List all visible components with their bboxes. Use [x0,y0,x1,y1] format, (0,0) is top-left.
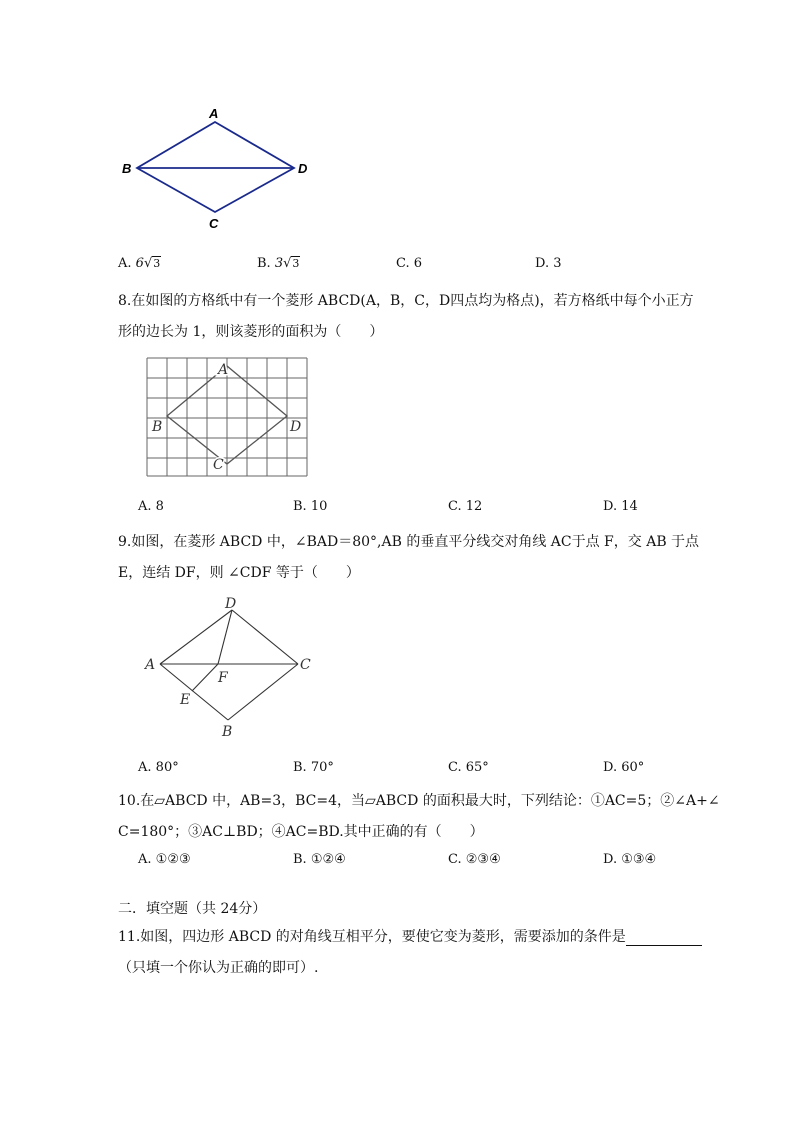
q10-stem-line1: 10.在▱ABCD 中，AB=3，BC=4，当▱ABCD 的面积最大时，下列结论：①AC=5；②∠A+∠ [118,793,720,809]
q7-rhombus-figure [118,100,318,235]
q9-segment-ef [192,664,218,691]
q9-label-c: C [300,657,311,673]
option-letter: B. [293,760,307,775]
q11-stem-line1 [118,926,702,946]
section-title: 二．填空题（共 24分） [118,901,267,917]
q9-label-b: B [222,724,233,740]
q7-option-a [118,256,161,271]
option-text: 10 [310,499,328,514]
option-letter: D. [535,256,550,271]
q9-side-dc [232,610,298,664]
option-letter: B. [257,256,271,271]
sqrt-symbol: √ [143,256,153,271]
option-text: ①③④ [621,852,657,867]
q8-option-c [448,499,482,514]
q11-stem-line2: （只填一个你认为正确的即可）. [118,960,319,976]
option-letter: D. [603,499,618,514]
q9-label-e: E [180,692,191,708]
q9-rhombus-figure [140,592,320,742]
option-radicand: 3 [153,257,161,270]
q10-option-b [293,852,346,867]
q8-label-d: D [290,419,302,435]
q9-side-cb [228,664,298,720]
option-text: 60° [621,760,645,775]
q9-side-ad [160,610,232,664]
q8-label-b: B [152,419,163,435]
q7-label-a: A [209,106,219,121]
q8-option-b [293,499,327,514]
option-letter: D. [603,852,618,867]
option-letter: C. [396,256,410,271]
option-text: 12 [465,499,483,514]
option-text: ①②④ [310,852,346,867]
q11-text: 11.如图，四边形 ABCD 的对角线互相平分，要使它变为菱形，需要添加的条件是 [118,929,626,945]
option-text: 70° [310,760,334,775]
q8-label-c: C [213,457,224,473]
option-coef: 3 [274,256,284,271]
option-text: ②③④ [465,852,501,867]
q7-option-c [396,256,422,271]
option-text: 14 [621,499,638,514]
q8-grid-figure [140,352,316,482]
q7-option-b [257,256,300,271]
q9-label-f: F [218,670,228,686]
q10-option-c [448,852,501,867]
q10-option-d [603,852,656,867]
q8-label-a: A [218,362,229,378]
q9-option-a [138,760,179,775]
q10-stem-line2: C=180°；③AC⊥BD；④AC=BD.其中正确的有（ ） [118,824,484,840]
q7-option-d [535,256,562,271]
option-letter: B. [293,499,307,514]
option-text: 8 [155,499,164,514]
q8-stem-line1: 8.在如图的方格纸中有一个菱形 ABCD(A，B，C，D四点均为格点)，若方格纸中每个小正方 [118,293,694,309]
option-letter: B. [293,852,307,867]
q9-label-d: D [225,596,237,612]
option-letter: A. [138,852,152,867]
option-letter: C. [448,499,462,514]
q9-stem-line1: 9.如图，在菱形 ABCD 中，∠BAD＝80°,AB 的垂直平分线交对角线 AC于点 F，交 AB 于点 [118,534,700,550]
q8-option-a [138,499,164,514]
q9-stem-line2: E，连结 DF，则 ∠CDF 等于（ ） [118,565,360,581]
q7-label-b: B [122,161,132,176]
q8-stem-line2: 形的边长为 1，则该菱形的面积为（ ） [118,324,384,340]
q9-segment-df [218,610,232,664]
option-radicand: 3 [292,257,300,270]
option-letter: C. [448,760,462,775]
q10-option-a [138,852,191,867]
q7-label-d: D [298,161,308,176]
option-text: 3 [553,256,562,271]
q7-label-c: C [209,216,219,231]
option-letter: D. [603,760,618,775]
option-letter: A. [118,256,132,271]
answer-blank[interactable] [626,931,702,946]
option-text: 80° [155,760,179,775]
option-text: 65° [465,760,489,775]
q9-option-c [448,760,489,775]
q9-option-b [293,760,334,775]
q9-label-a: A [145,657,156,673]
option-letter: C. [448,852,462,867]
q7-rhombus [137,122,294,212]
q8-option-d [603,499,638,514]
option-text: ①②③ [155,852,191,867]
option-coef: 6 [135,256,144,271]
sqrt-symbol: √ [283,256,292,271]
option-letter: A. [138,760,152,775]
q9-option-d [603,760,644,775]
option-text: 6 [413,256,423,271]
option-letter: A. [138,499,152,514]
